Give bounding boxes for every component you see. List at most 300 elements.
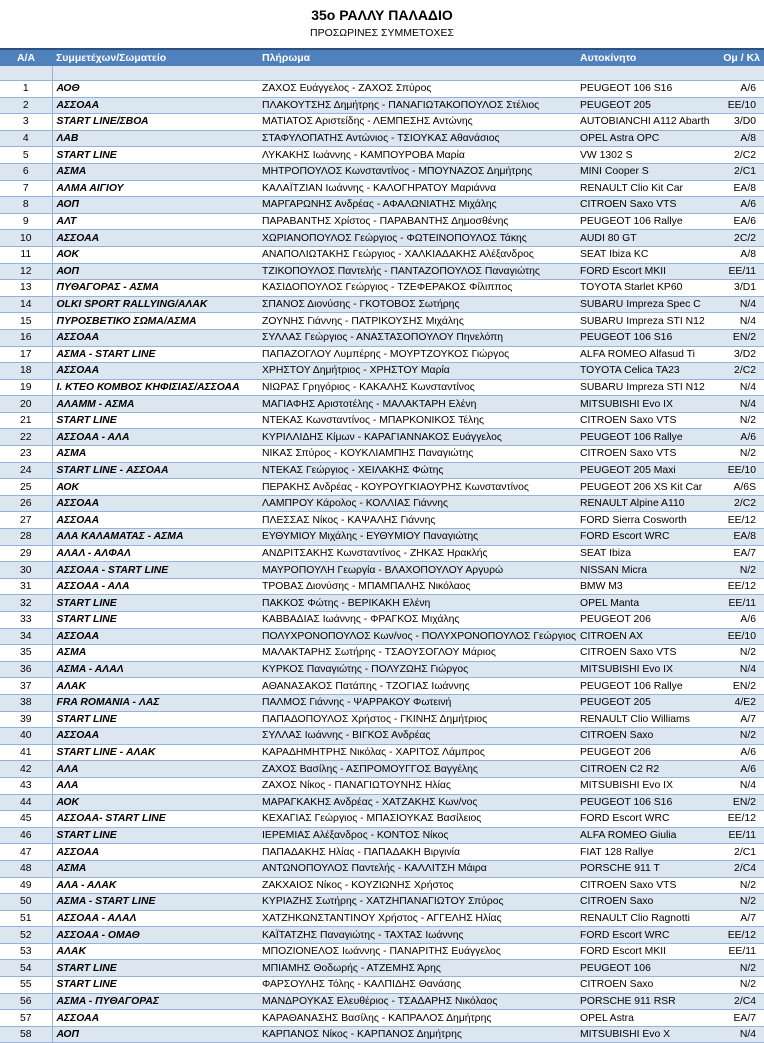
cell-entrant: ΑΣΣΟΑΑ - ΑΛΑ (52, 578, 258, 595)
cell-class: N/2 (716, 645, 764, 662)
cell-class: EE/10 (716, 628, 764, 645)
cell-entrant: START LINE (52, 595, 258, 612)
table-row (0, 114, 764, 131)
cell-class: N/4 (716, 777, 764, 794)
table-row (0, 595, 764, 612)
cell-class: 2C/2 (716, 230, 764, 247)
table-row (0, 545, 764, 562)
cell-number: 19 (0, 379, 52, 396)
table-row (0, 495, 764, 512)
cell-crew: ΜΑΡΑΓΚΑΚΗΣ Ανδρέας - ΧΑΤΖΑΚΗΣ Κων/νος (258, 794, 576, 811)
cell-number: 30 (0, 562, 52, 579)
cell-car: PEUGEOT 206 (576, 612, 716, 629)
table-row (0, 777, 764, 794)
cell-number: 11 (0, 246, 52, 263)
cell-class: EE/12 (716, 578, 764, 595)
cell-number: 6 (0, 163, 52, 180)
cell-crew: ΠΑΚΚΟΣ Φώτης - ΒΕΡΙΚΑΚΗ Ελένη (258, 595, 576, 612)
cell-number: 22 (0, 429, 52, 446)
cell-class: A/6 (716, 761, 764, 778)
cell-number: 49 (0, 877, 52, 894)
cell-number: 40 (0, 728, 52, 745)
cell-entrant: ΑΣΜΑ (52, 446, 258, 463)
cell-number: 28 (0, 529, 52, 546)
cell-number: 42 (0, 761, 52, 778)
cell-class: EE/11 (716, 943, 764, 960)
cell-class: N/2 (716, 960, 764, 977)
cell-car: ALFA ROMEO Alfasud Ti (576, 346, 716, 363)
cell-car: TOYOTA Starlet KP60 (576, 280, 716, 297)
cell-car: SUBARU Impreza Spec C (576, 296, 716, 313)
cell-class: EN/2 (716, 678, 764, 695)
table-row (0, 794, 764, 811)
table-row (0, 977, 764, 994)
cell-number: 29 (0, 545, 52, 562)
cell-class: EE/11 (716, 263, 764, 280)
cell-crew: ΚΑΪΤΑΤΖΗΣ Παναγιώτης - ΤΑΧΤΑΣ Ιωάννης (258, 927, 576, 944)
cell-class: N/4 (716, 313, 764, 330)
cell-car: FORD Escort WRC (576, 927, 716, 944)
cell-class: 2/C1 (716, 163, 764, 180)
table-row (0, 346, 764, 363)
cell-class: 3/D2 (716, 346, 764, 363)
cell-class: 2/C2 (716, 495, 764, 512)
cell-car: MITSUBISHI Evo X (576, 1026, 716, 1043)
cell-car: CITROEN Saxo VTS (576, 197, 716, 214)
cell-class: A/8 (716, 130, 764, 147)
cell-number: 58 (0, 1026, 52, 1043)
table-row (0, 694, 764, 711)
cell-crew: ΙΕΡΕΜΙΑΣ Αλέξανδρος - ΚΟΝΤΟΣ Νίκος (258, 827, 576, 844)
cell-number: 33 (0, 612, 52, 629)
table-row (0, 711, 764, 728)
cell-car: CITROEN Saxo VTS (576, 877, 716, 894)
page-title: 35ο ΡΑΛΛΥ ΠΑΛΑΔΙΟ (311, 7, 453, 23)
cell-class: EE/11 (716, 595, 764, 612)
cell-entrant: ΑΣΜΑ (52, 645, 258, 662)
cell-crew: ΤΖΙΚΟΠΟΥΛΟΣ Παντελής - ΠΑΝΤΑΖΟΠΟΥΛΟΣ Παναγιώτης (258, 263, 576, 280)
cell-class: A/6 (716, 612, 764, 629)
cell-class: EE/10 (716, 97, 764, 114)
cell-class: N/2 (716, 728, 764, 745)
cell-class: A/8 (716, 246, 764, 263)
cell-entrant: ΑΣΣΟΑΑ (52, 628, 258, 645)
cell-number: 27 (0, 512, 52, 529)
cell-car: PEUGEOT 205 (576, 694, 716, 711)
table-row (0, 246, 764, 263)
cell-car: CITROEN AX (576, 628, 716, 645)
table-row (0, 97, 764, 114)
cell-number: 2 (0, 97, 52, 114)
cell-car: CITROEN Saxo VTS (576, 645, 716, 662)
cell-class: EE/12 (716, 512, 764, 529)
cell-class: N/2 (716, 412, 764, 429)
cell-crew: ΠΟΛΥΧΡΟΝΟΠΟΥΛΟΣ Κων/νος - ΠΟΛΥΧΡΟΝΟΠΟΥΛΟΣ Γεώργιος (258, 628, 576, 645)
cell-number: 34 (0, 628, 52, 645)
cell-car: CITROEN Saxo (576, 728, 716, 745)
cell-crew: ΚΥΡΙΛΛΙΔΗΣ Κίμων - ΚΑΡΑΓΙΑΝΝΑΚΟΣ Ευάγγελος (258, 429, 576, 446)
cell-number: 31 (0, 578, 52, 595)
cell-entrant: ΑΛΑΚ (52, 678, 258, 695)
cell-entrant: ΑΛΑΚ (52, 943, 258, 960)
cell-class: 2/C2 (716, 363, 764, 380)
cell-crew: ΚΥΡΚΟΣ Παναγιώτης - ΠΟΛΥΖΩΗΣ Γιώργος (258, 661, 576, 678)
cell-number: 39 (0, 711, 52, 728)
cell-number: 53 (0, 943, 52, 960)
cell-crew: ΕΥΘΥΜΙΟΥ Μιχάλης - ΕΥΘΥΜΙΟΥ Παναγιώτης (258, 529, 576, 546)
cell-number: 20 (0, 396, 52, 413)
table-row (0, 296, 764, 313)
cell-entrant: ΑΣΣΟΑΑ (52, 844, 258, 861)
cell-crew: ΚΥΡΙΑΖΗΣ Σωτήρης - ΧΑΤΖΗΠΑΝΑΓΙΩΤΟΥ Σπύρος (258, 894, 576, 911)
cell-entrant: START LINE - ΑΛΑΚ (52, 744, 258, 761)
cell-number: 23 (0, 446, 52, 463)
cell-crew: ΚΑΒΒΑΔΙΑΣ Ιωάννης - ΦΡΑΓΚΟΣ Μιχάλης (258, 612, 576, 629)
table-row (0, 860, 764, 877)
table-row (0, 628, 764, 645)
cell-car: FORD Escort WRC (576, 529, 716, 546)
cell-class: EA/8 (716, 180, 764, 197)
cell-class: 4/E2 (716, 694, 764, 711)
cell-entrant: START LINE (52, 412, 258, 429)
cell-car: AUDI 80 GT (576, 230, 716, 247)
cell-number: 21 (0, 412, 52, 429)
table-row (0, 578, 764, 595)
cell-crew: ΖΑΚΧΑΙΟΣ Νίκος - ΚΟΥΖΙΩΝΗΣ Χρήστος (258, 877, 576, 894)
cell-car: SUBARU Impreza STI N12 (576, 313, 716, 330)
column-header-number: Α/Α (0, 49, 52, 66)
cell-car: MITSUBISHI Evo IX (576, 396, 716, 413)
cell-car: CITROEN Saxo (576, 894, 716, 911)
cell-entrant: START LINE (52, 960, 258, 977)
table-row (0, 213, 764, 230)
cell-car: FIAT 128 Rallye (576, 844, 716, 861)
cell-crew: ΚΑΡΑΔΗΜΗΤΡΗΣ Νικόλας - ΧΑΡΙΤΟΣ Λάμπρος (258, 744, 576, 761)
cell-entrant: ΑΣΣΟΑΑ- START LINE (52, 811, 258, 828)
cell-entrant: START LINE (52, 977, 258, 994)
cell-number: 14 (0, 296, 52, 313)
cell-car: MITSUBISHI Evo IX (576, 777, 716, 794)
cell-class: EE/10 (716, 462, 764, 479)
cell-entrant: ΑΛΑ (52, 761, 258, 778)
cell-class: N/2 (716, 894, 764, 911)
cell-crew: ΝΤΕΚΑΣ Κωνσταντίνος - ΜΠΑΡΚΟΝΙΚΟΣ Τέλης (258, 412, 576, 429)
cell-entrant: ΑΛΜΑ ΑΙΓΙΟΥ (52, 180, 258, 197)
cell-crew: ΖΑΧΟΣ Βασίλης - ΑΣΠΡΟΜΟΥΓΓΟΣ Βαγγέλης (258, 761, 576, 778)
table-row (0, 728, 764, 745)
table-row (0, 1026, 764, 1043)
cell-crew: ΜΑΥΡΟΠΟΥΛΗ Γεωργία - ΒΛΑΧΟΠΟΥΛΟΥ Αργυρώ (258, 562, 576, 579)
cell-entrant: START LINE (52, 827, 258, 844)
cell-entrant: START LINE (52, 147, 258, 164)
cell-crew: ΠΑΠΑΖΟΓΛΟΥ Λυμπέρης - ΜΟΥΡΤΖΟΥΚΟΣ Γιώργος (258, 346, 576, 363)
cell-number: 41 (0, 744, 52, 761)
cell-car: PORSCHE 911 RSR (576, 993, 716, 1010)
cell-class: EA/7 (716, 1010, 764, 1027)
cell-class: N/4 (716, 1026, 764, 1043)
cell-entrant: Ι. ΚΤΕΟ ΚΟΜΒΟΣ ΚΗΦΙΣΙΑΣ/ΑΣΣΟΑΑ (52, 379, 258, 396)
table-row (0, 910, 764, 927)
cell-entrant: ΑΛΑΛ - ΑΛΦΑΛ (52, 545, 258, 562)
column-header-crew: Πλήρωμα (258, 49, 576, 66)
cell-entrant: ΑΣΜΑ - ΑΛΑΛ (52, 661, 258, 678)
cell-number: 18 (0, 363, 52, 380)
cell-crew: ΠΑΠΑΔΑΚΗΣ Ηλίας - ΠΑΠΑΔΑΚΗ Βιργινία (258, 844, 576, 861)
cell-crew: ΧΡΗΣΤΟΥ Δημήτριος - ΧΡΗΣΤΟΥ Μαρία (258, 363, 576, 380)
cell-entrant: ΠΥΡΟΣΒΕΤΙΚΟ ΣΩΜΑ/ΑΣΜΑ (52, 313, 258, 330)
table-row (0, 811, 764, 828)
cell-class: N/2 (716, 877, 764, 894)
cell-entrant: ΑΣΜΑ - START LINE (52, 346, 258, 363)
table-row (0, 744, 764, 761)
cell-number: 46 (0, 827, 52, 844)
cell-crew: ΛΥΚΑΚΗΣ Ιωάννης - ΚΑΜΠΟΥΡΟΒΑ Μαρία (258, 147, 576, 164)
table-row (0, 396, 764, 413)
table-row (0, 197, 764, 214)
cell-car: OPEL Astra (576, 1010, 716, 1027)
table-row (0, 894, 764, 911)
table-row (0, 943, 764, 960)
cell-entrant: ΑΣΣΟΑΑ (52, 1010, 258, 1027)
cell-entrant: ΑΟΠ (52, 1026, 258, 1043)
cell-class: N/4 (716, 296, 764, 313)
cell-number: 3 (0, 114, 52, 131)
cell-class: A/7 (716, 711, 764, 728)
cell-car: RENAULT Clio Ragnotti (576, 910, 716, 927)
table-row (0, 1010, 764, 1027)
cell-entrant: ΑΟΘ (52, 81, 258, 98)
cell-number: 57 (0, 1010, 52, 1027)
cell-class: N/4 (716, 661, 764, 678)
cell-crew: ΠΑΠΑΔΟΠΟΥΛΟΣ Χρήστος - ΓΚΙΝΗΣ Δημήτριος (258, 711, 576, 728)
cell-class: A/6 (716, 744, 764, 761)
cell-entrant: ΑΛΑ - ΑΛΑΚ (52, 877, 258, 894)
cell-crew: ΚΑΣΙΔΟΠΟΥΛΟΣ Γεώργιος - ΤΖΕΦΕΡΑΚΟΣ Φίλιππος (258, 280, 576, 297)
cell-entrant: ΑΣΣΟΑΑ - ΑΛΑΛ (52, 910, 258, 927)
cell-crew: ΣΤΑΦΥΛΟΠΑΤΗΣ Αντώνιος - ΤΣΙΟΥΚΑΣ Αθανάσιος (258, 130, 576, 147)
cell-crew: ΚΕΧΑΓΙΑΣ Γεώργιος - ΜΠΑΣΙΟΥΚΑΣ Βασίλειος (258, 811, 576, 828)
cell-class: A/7 (716, 910, 764, 927)
cell-car: AUTOBIANCHI A112 Abarth (576, 114, 716, 131)
cell-crew: ΛΑΜΠΡΟΥ Κάρολος - ΚΟΛΛΙΑΣ Γιάννης (258, 495, 576, 512)
table-row (0, 529, 764, 546)
cell-entrant: ΑΣΣΟΑΑ (52, 728, 258, 745)
table-row (0, 827, 764, 844)
cell-car: FORD Escort MKII (576, 263, 716, 280)
cell-crew: ΜΑΓΙΑΦΗΣ Αριστοτέλης - ΜΑΛΑΚΤΑΡΗ Ελένη (258, 396, 576, 413)
table-row (0, 446, 764, 463)
cell-crew: ΚΑΛΑΪΤΖΙΑΝ Ιωάννης - ΚΑΛΟΓΗΡΑΤΟΥ Μαριάννα (258, 180, 576, 197)
cell-number: 25 (0, 479, 52, 496)
table-header-row (0, 49, 764, 66)
cell-entrant: ΑΣΣΟΑΑ (52, 97, 258, 114)
cell-crew: ΠΑΡΑΒΑΝΤΗΣ Χρίστος - ΠΑΡΑΒΑΝΤΗΣ Δημοσθένης (258, 213, 576, 230)
cell-entrant: OLKI SPORT RALLYING/ΑΛΑΚ (52, 296, 258, 313)
cell-crew: ΦΑΡΣΟΥΛΗΣ Τόλης - ΚΑΛΠΙΔΗΣ Θανάσης (258, 977, 576, 994)
cell-car: FORD Escort WRC (576, 811, 716, 828)
cell-car: PEUGEOT 106 S16 (576, 794, 716, 811)
table-row (0, 927, 764, 944)
cell-class: EE/12 (716, 927, 764, 944)
cell-class: 3/D0 (716, 114, 764, 131)
cell-class: A/6 (716, 429, 764, 446)
cell-crew: ΝΙΩΡΑΣ Γρηγόριος - ΚΑΚΑΛΗΣ Κωνσταντίνος (258, 379, 576, 396)
table-row (0, 329, 764, 346)
table-row (0, 479, 764, 496)
table-row (0, 844, 764, 861)
cell-class: N/2 (716, 562, 764, 579)
cell-entrant: ΑΣΣΟΑΑ (52, 495, 258, 512)
cell-car: RENAULT Clio Williams (576, 711, 716, 728)
cell-number: 5 (0, 147, 52, 164)
cell-number: 10 (0, 230, 52, 247)
table-row (0, 761, 764, 778)
cell-car: VW 1302 S (576, 147, 716, 164)
table-row (0, 263, 764, 280)
cell-number: 50 (0, 894, 52, 911)
cell-number: 17 (0, 346, 52, 363)
cell-crew: ΑΝΤΩΝΟΠΟΥΛΟΣ Παντελής - ΚΑΛΛΙΤΣΗ Μάιρα (258, 860, 576, 877)
blank-row (0, 66, 764, 81)
cell-number: 52 (0, 927, 52, 944)
cell-car: PEUGEOT 106 Rallye (576, 429, 716, 446)
cell-entrant: FRA ROMANIA - ΛΑΣ (52, 694, 258, 711)
cell-number: 48 (0, 860, 52, 877)
cell-class: 3/D1 (716, 280, 764, 297)
cell-entrant: START LINE - ΑΣΣΟΑΑ (52, 462, 258, 479)
cell-car: PEUGEOT 106 (576, 960, 716, 977)
cell-car: OPEL Astra OPC (576, 130, 716, 147)
cell-car: PEUGEOT 206 (576, 744, 716, 761)
cell-number: 13 (0, 280, 52, 297)
cell-crew: ΑΝΔΡΙΤΣΑΚΗΣ Κωνσταντίνος - ΖΗΚΑΣ Ηρακλής (258, 545, 576, 562)
cell-car: CITROEN Saxo VTS (576, 412, 716, 429)
cell-crew: ΠΑΛΜΟΣ Γιάννης - ΨΑΡΡΑΚΟΥ Φωτεινή (258, 694, 576, 711)
cell-number: 12 (0, 263, 52, 280)
cell-entrant: ΑΣΣΟΑΑ (52, 512, 258, 529)
cell-class: 2/C4 (716, 993, 764, 1010)
cell-crew: ΧΩΡΙΑΝΟΠΟΥΛΟΣ Γεώργιος - ΦΩΤΕΙΝΟΠΟΥΛΟΣ Τάκης (258, 230, 576, 247)
cell-car: FORD Escort MKII (576, 943, 716, 960)
cell-crew: ΠΕΡΑΚΗΣ Ανδρέας - ΚΟΥΡΟΥΓΚΙΑΟΥΡΗΣ Κωνσταντίνος (258, 479, 576, 496)
cell-crew: ΚΑΡΠΑΝΟΣ Νίκος - ΚΑΡΠΑΝΟΣ Δημήτρης (258, 1026, 576, 1043)
cell-crew: ΜΑΝΔΡΟΥΚΑΣ Ελευθέριος - ΤΣΑΔΑΡΗΣ Νικόλαος (258, 993, 576, 1010)
cell-entrant: ΑΟΠ (52, 263, 258, 280)
cell-crew: ΖΑΧΟΣ Νίκος - ΠΑΝΑΓΙΩΤΟΥΝΗΣ Ηλίας (258, 777, 576, 794)
cell-crew: ΝΙΚΑΣ Σπύρος - ΚΟΥΚΛΙΑΜΠΗΣ Παναγιώτης (258, 446, 576, 463)
cell-car: OPEL Manta (576, 595, 716, 612)
cell-number: 1 (0, 81, 52, 98)
entries-table (0, 48, 764, 1043)
cell-entrant: START LINE (52, 612, 258, 629)
cell-number: 45 (0, 811, 52, 828)
table-row (0, 678, 764, 695)
cell-crew: ΜΑΤΙΑΤΟΣ Αριστείδης - ΛΕΜΠΕΣΗΣ Αντώνης (258, 114, 576, 131)
table-row (0, 462, 764, 479)
cell-number: 32 (0, 595, 52, 612)
cell-entrant: ΑΟΚ (52, 246, 258, 263)
table-row (0, 612, 764, 629)
table-row (0, 877, 764, 894)
cell-entrant: ΑΣΜΑ - ΠΥΘΑΓΟΡΑΣ (52, 993, 258, 1010)
table-row (0, 562, 764, 579)
cell-car: SEAT Ibiza KC (576, 246, 716, 263)
table-row (0, 147, 764, 164)
cell-number: 35 (0, 645, 52, 662)
cell-entrant: ΑΛΑΜΜ - ΑΣΜΑ (52, 396, 258, 413)
cell-class: N/4 (716, 379, 764, 396)
cell-class: EA/6 (716, 213, 764, 230)
table-row (0, 960, 764, 977)
cell-car: RENAULT Clio Kit Car (576, 180, 716, 197)
cell-car: RENAULT Alpine A110 (576, 495, 716, 512)
cell-number: 24 (0, 462, 52, 479)
cell-entrant: ΑΣΜΑ (52, 860, 258, 877)
cell-car: CITROEN Saxo (576, 977, 716, 994)
cell-car: NISSAN Micra (576, 562, 716, 579)
cell-car: PEUGEOT 205 Maxi (576, 462, 716, 479)
cell-class: EE/12 (716, 811, 764, 828)
cell-entrant: ΑΣΣΟΑΑ - ΑΛΑ (52, 429, 258, 446)
cell-entrant: ΛΑΒ (52, 130, 258, 147)
cell-car: PORSCHE 911 T (576, 860, 716, 877)
cell-crew: ΝΤΕΚΑΣ Γεώργιος - ΧΕΙΛΑΚΗΣ Φώτης (258, 462, 576, 479)
cell-entrant: ΑΣΣΟΑΑ - ΟΜΑΘ (52, 927, 258, 944)
table-row (0, 230, 764, 247)
cell-crew: ΑΝΑΠΟΛΙΩΤΑΚΗΣ Γεώργιος - ΧΑΛΚΙΑΔΑΚΗΣ Αλέξανδρος (258, 246, 576, 263)
cell-number: 4 (0, 130, 52, 147)
cell-crew: ΜΠΙΑΜΗΣ Θοδωρής - ΑΤΖΕΜΗΣ Άρης (258, 960, 576, 977)
cell-crew: ΣΥΛΛΑΣ Ιωάννης - ΒΙΓΚΟΣ Ανδρέας (258, 728, 576, 745)
cell-crew: ΠΛΕΣΣΑΣ Νίκος - ΚΑΨΑΛΗΣ Γιάννης (258, 512, 576, 529)
cell-crew: ΜΠΟΖΙΟΝΕΛΟΣ Ιωάννης - ΠΑΝΑΡΙΤΗΣ Ευάγγελος (258, 943, 576, 960)
cell-car: ALFA ROMEO Giulia (576, 827, 716, 844)
cell-number: 47 (0, 844, 52, 861)
cell-number: 7 (0, 180, 52, 197)
table-row (0, 363, 764, 380)
cell-car: CITROEN Saxo VTS (576, 446, 716, 463)
cell-number: 43 (0, 777, 52, 794)
cell-number: 9 (0, 213, 52, 230)
cell-crew: ΜΑΛΑΚΤΑΡΗΣ Σωτήρης - ΤΣΑΟΥΣΟΓΛΟΥ Μάριος (258, 645, 576, 662)
cell-class: N/2 (716, 977, 764, 994)
cell-entrant: ΑΛΑ ΚΑΛΑΜΑΤΑΣ - ΑΣΜΑ (52, 529, 258, 546)
cell-car: FORD Sierra Cosworth (576, 512, 716, 529)
cell-number: 26 (0, 495, 52, 512)
cell-entrant: ΑΛΤ (52, 213, 258, 230)
cell-entrant: ΑΣΜΑ (52, 163, 258, 180)
cell-car: PEUGEOT 206 XS Kit Car (576, 479, 716, 496)
cell-entrant: ΑΣΣΟΑΑ (52, 329, 258, 346)
cell-number: 16 (0, 329, 52, 346)
table-row (0, 130, 764, 147)
cell-class: N/2 (716, 446, 764, 463)
cell-crew: ΜΑΡΓΑΡΩΝΗΣ Ανδρέας - ΑΦΑΛΩΝΙΑΤΗΣ Μιχάλης (258, 197, 576, 214)
table-row (0, 645, 764, 662)
column-header-class: Ομ / Κλ (716, 49, 764, 66)
cell-entrant: ΑΣΣΟΑΑ - START LINE (52, 562, 258, 579)
table-row (0, 512, 764, 529)
cell-car: PEUGEOT 106 Rallye (576, 678, 716, 695)
cell-crew: ΜΗΤΡΟΠΟΥΛΟΣ Κωνσταντίνος - ΜΠΟΥΝΑΖΟΣ Δημήτρης (258, 163, 576, 180)
table-row (0, 313, 764, 330)
cell-car: PEUGEOT 106 Rallye (576, 213, 716, 230)
cell-entrant: ΑΟΠ (52, 197, 258, 214)
cell-number: 44 (0, 794, 52, 811)
cell-crew: ΤΡΟΒΑΣ Διονύσης - ΜΠΑΜΠΑΛΗΣ Νικόλαος (258, 578, 576, 595)
table-row (0, 379, 764, 396)
cell-car: SEAT Ibiza (576, 545, 716, 562)
